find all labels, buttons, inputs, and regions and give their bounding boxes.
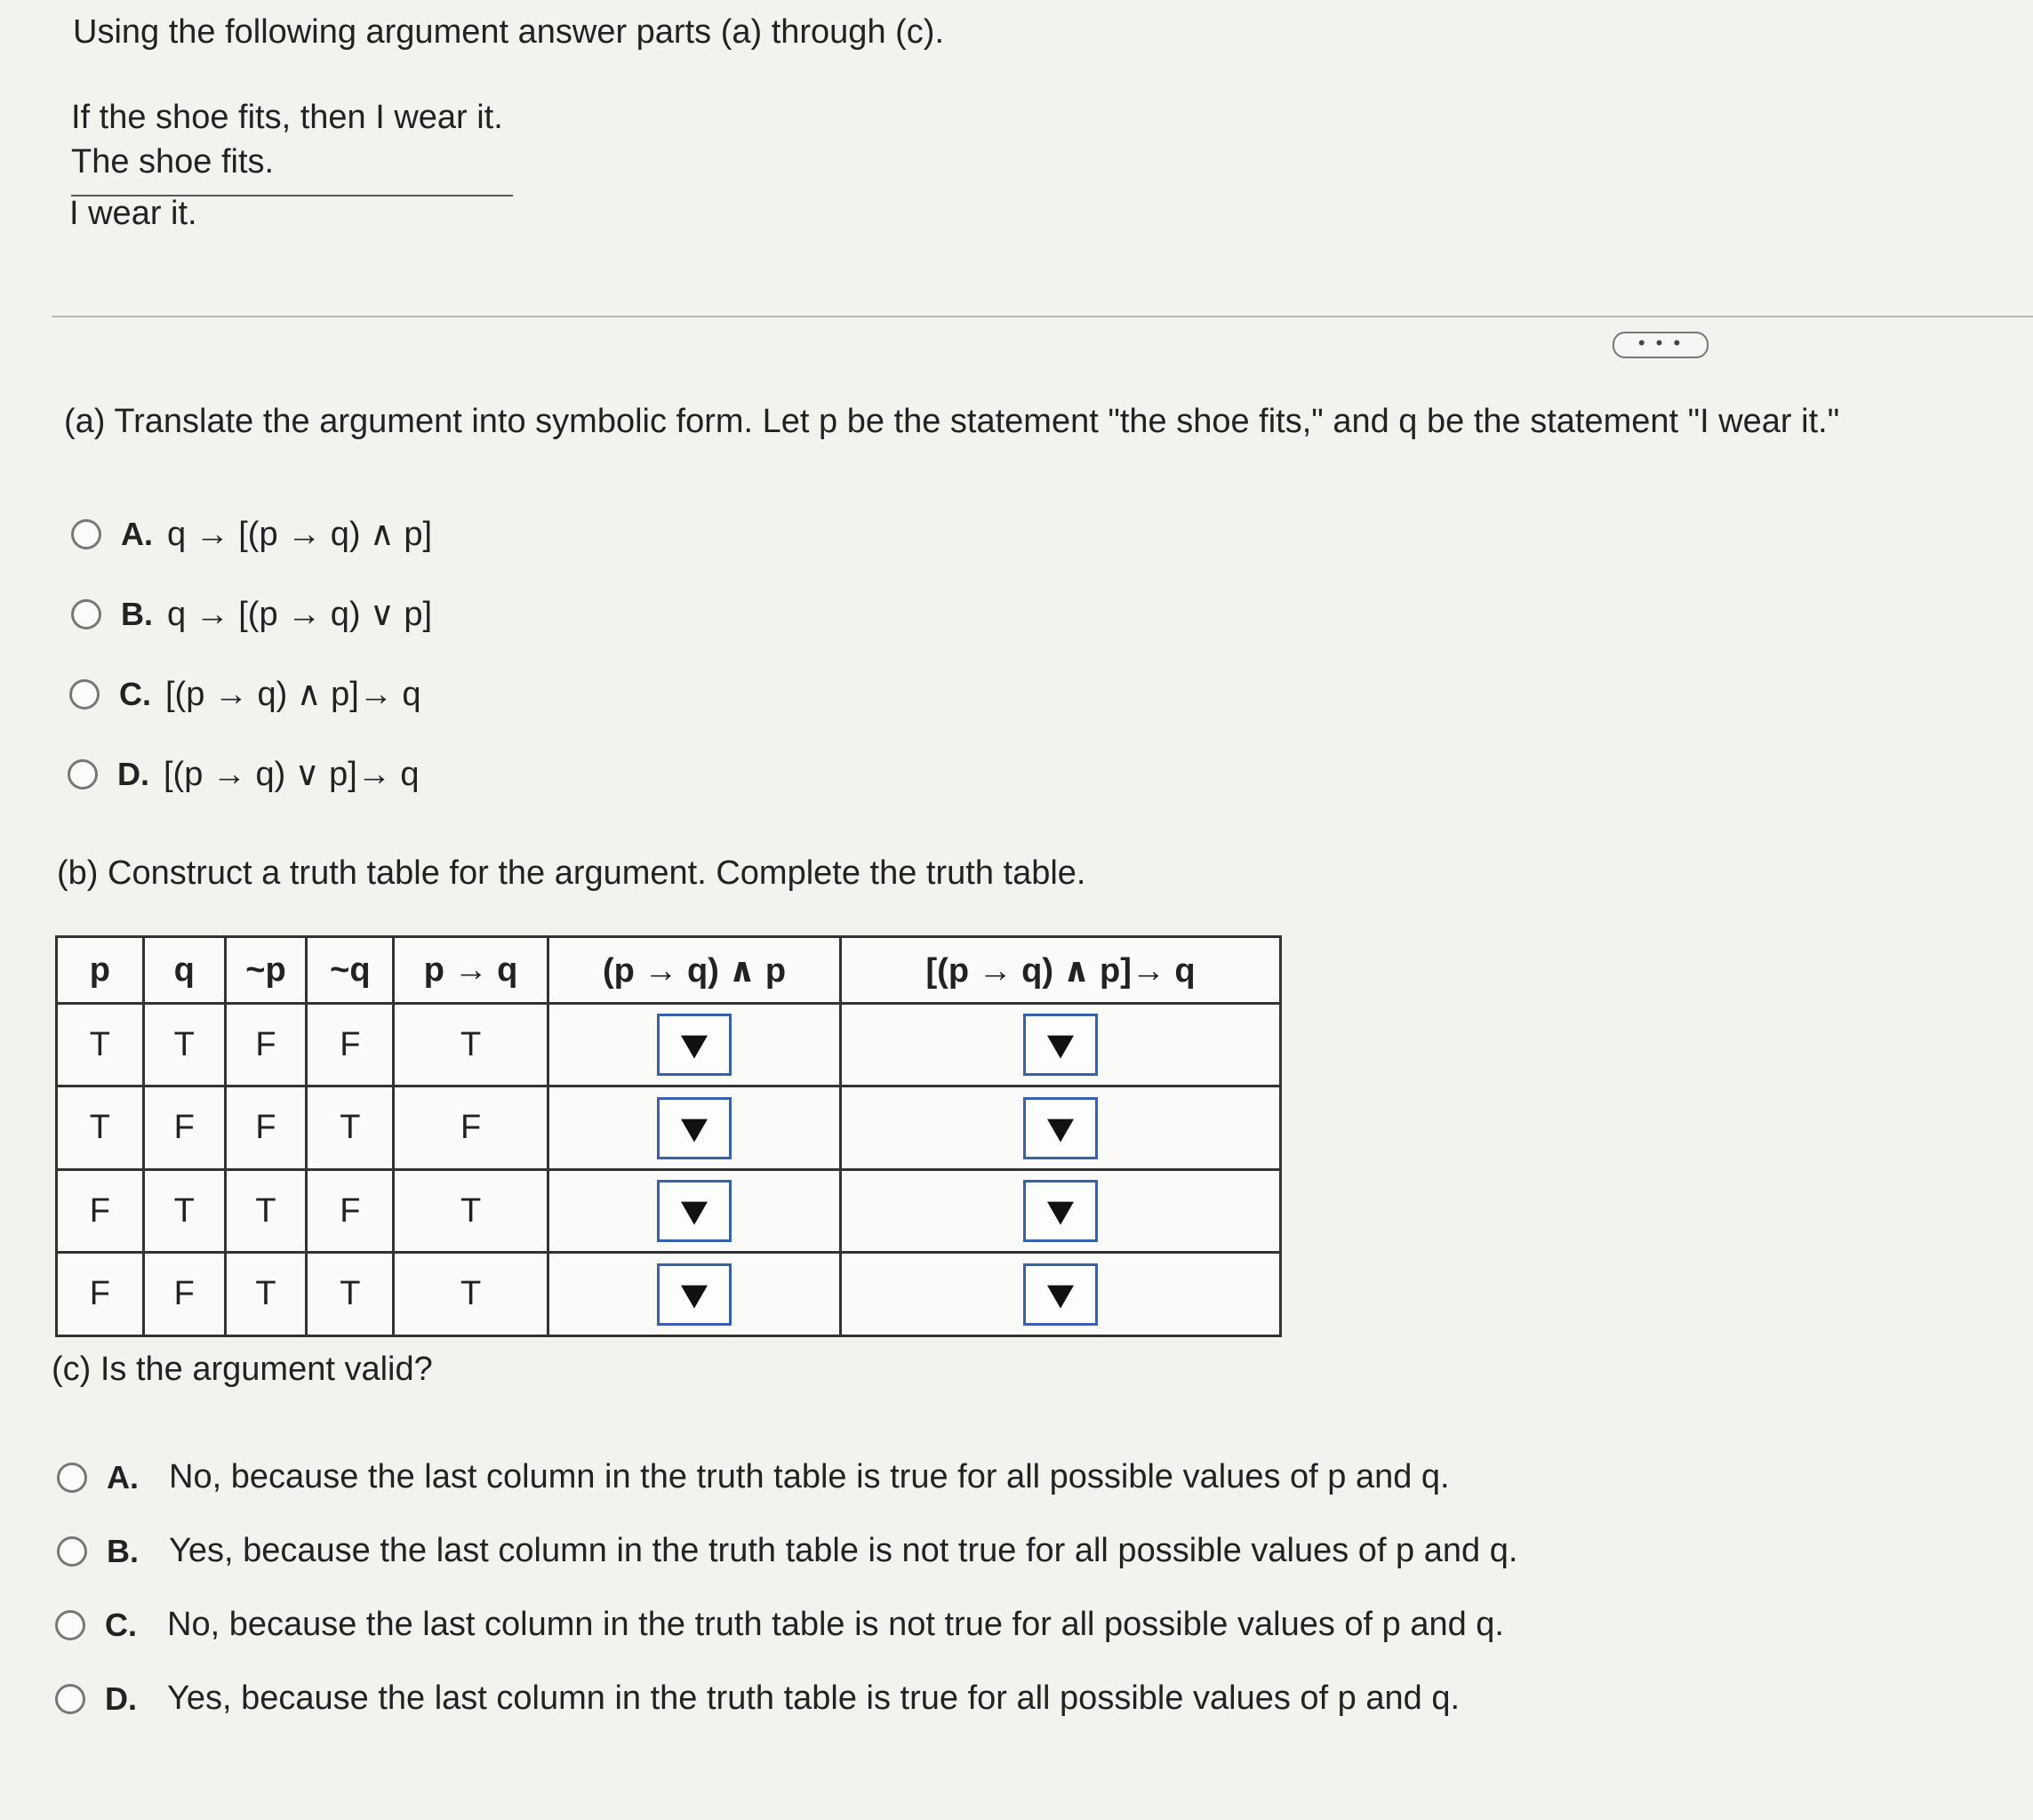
cell-not-q: F [307, 1004, 394, 1086]
cell-q: T [143, 1004, 225, 1086]
table-row [57, 1004, 1281, 1086]
cell-p-implies-q: T [394, 1169, 548, 1252]
table-row [57, 1086, 1281, 1169]
radio-button[interactable] [55, 1684, 85, 1714]
cell-conjunction [548, 1004, 840, 1086]
part-a-option-a[interactable] [71, 514, 432, 554]
radio-button[interactable] [69, 679, 100, 710]
cell-final [841, 1253, 1281, 1336]
section-divider [52, 316, 2033, 317]
table-row [57, 1169, 1281, 1252]
table-row [57, 1253, 1281, 1336]
option-text: [(p → q) ∨ p]→ q [164, 756, 420, 793]
cell-p-implies-q: T [394, 1253, 548, 1336]
part-c-option-c[interactable] [55, 1606, 1504, 1644]
part-a-option-c[interactable] [69, 674, 421, 714]
part-b-question: (b) Construct a truth table for the argument. Complete the truth table. [57, 854, 1086, 892]
option-letter: C. [105, 1606, 137, 1643]
option-text: No, because the last column in the truth table is true for all possible values of p and q. [169, 1458, 1450, 1495]
cell-conjunction [548, 1169, 840, 1252]
option-text: [(p → q) ∧ p]→ q [165, 676, 421, 713]
radio-button[interactable] [71, 519, 101, 549]
header-p-implies-q: p → q [394, 937, 548, 1004]
cell-p: F [57, 1253, 144, 1336]
cell-not-p: F [225, 1004, 307, 1086]
header-q: q [143, 937, 225, 1004]
option-letter: D. [117, 755, 149, 792]
option-letter: B. [107, 1532, 139, 1569]
truth-table [55, 935, 1282, 1337]
option-text: Yes, because the last column in the truth table is true for all possible values of p and q. [167, 1680, 1461, 1717]
table-header-row [57, 937, 1281, 1004]
part-a-option-b[interactable] [71, 594, 432, 634]
part-c-option-b[interactable] [57, 1532, 1517, 1570]
option-letter: C. [119, 675, 151, 712]
radio-button[interactable] [57, 1463, 87, 1493]
part-c-option-d[interactable] [55, 1680, 1460, 1718]
cell-conjunction [548, 1253, 840, 1336]
option-letter: D. [105, 1680, 137, 1717]
cell-final [841, 1004, 1281, 1086]
problem-intro: Using the following argument answer parts (a) through (c). [73, 13, 945, 51]
cell-not-p: T [225, 1169, 307, 1252]
cell-p: T [57, 1004, 144, 1086]
conjunction-dropdown[interactable] [657, 1014, 732, 1076]
cell-p: T [57, 1086, 144, 1169]
conjunction-dropdown[interactable] [657, 1097, 732, 1159]
cell-p: F [57, 1169, 144, 1252]
argument-conclusion: I wear it. [69, 195, 197, 232]
cell-p-implies-q: T [394, 1004, 548, 1086]
radio-button[interactable] [57, 1536, 87, 1567]
cell-q: T [143, 1169, 225, 1252]
final-dropdown[interactable] [1023, 1014, 1098, 1076]
option-letter: A. [107, 1458, 139, 1495]
option-text: q → [(p → q) ∧ p] [167, 516, 433, 553]
cell-not-p: T [225, 1253, 307, 1336]
header-not-p: ~p [225, 937, 307, 1004]
premise-1: If the shoe fits, then I wear it. [71, 99, 503, 136]
cell-q: F [143, 1086, 225, 1169]
option-letter: B. [121, 595, 153, 632]
cell-p-implies-q: F [394, 1086, 548, 1169]
more-options-button[interactable]: • • • [1613, 332, 1709, 358]
radio-button[interactable] [55, 1610, 85, 1640]
cell-not-p: F [225, 1086, 307, 1169]
part-c-question: (c) Is the argument valid? [52, 1351, 433, 1388]
final-dropdown[interactable] [1023, 1097, 1098, 1159]
header-conjunction: (p → q) ∧ p [548, 937, 840, 1004]
header-final: [(p → q) ∧ p]→ q [841, 937, 1281, 1004]
cell-q: F [143, 1253, 225, 1336]
radio-button[interactable] [71, 599, 101, 629]
conjunction-dropdown[interactable] [657, 1263, 732, 1326]
cell-final [841, 1169, 1281, 1252]
premise-2: The shoe fits. [71, 143, 275, 180]
part-c-option-a[interactable] [57, 1458, 1450, 1496]
option-text: Yes, because the last column in the truth table is not true for all possible values of p and q. [169, 1532, 1518, 1569]
header-not-q: ~q [307, 937, 394, 1004]
cell-not-q: T [307, 1253, 394, 1336]
part-a-question: (a) Translate the argument into symbolic form. Let p be the statement "the shoe fits," and q be the statement "I wear it." [64, 403, 1840, 440]
part-a-option-d[interactable] [68, 754, 420, 794]
radio-button[interactable] [68, 759, 98, 790]
conjunction-dropdown[interactable] [657, 1180, 732, 1242]
option-text: No, because the last column in the truth table is not true for all possible values of p and q. [167, 1606, 1504, 1643]
final-dropdown[interactable] [1023, 1263, 1098, 1326]
cell-conjunction [548, 1086, 840, 1169]
header-p: p [57, 937, 144, 1004]
cell-final [841, 1086, 1281, 1169]
cell-not-q: T [307, 1086, 394, 1169]
option-letter: A. [121, 515, 153, 552]
final-dropdown[interactable] [1023, 1180, 1098, 1242]
option-text: q → [(p → q) ∨ p] [167, 596, 433, 633]
cell-not-q: F [307, 1169, 394, 1252]
